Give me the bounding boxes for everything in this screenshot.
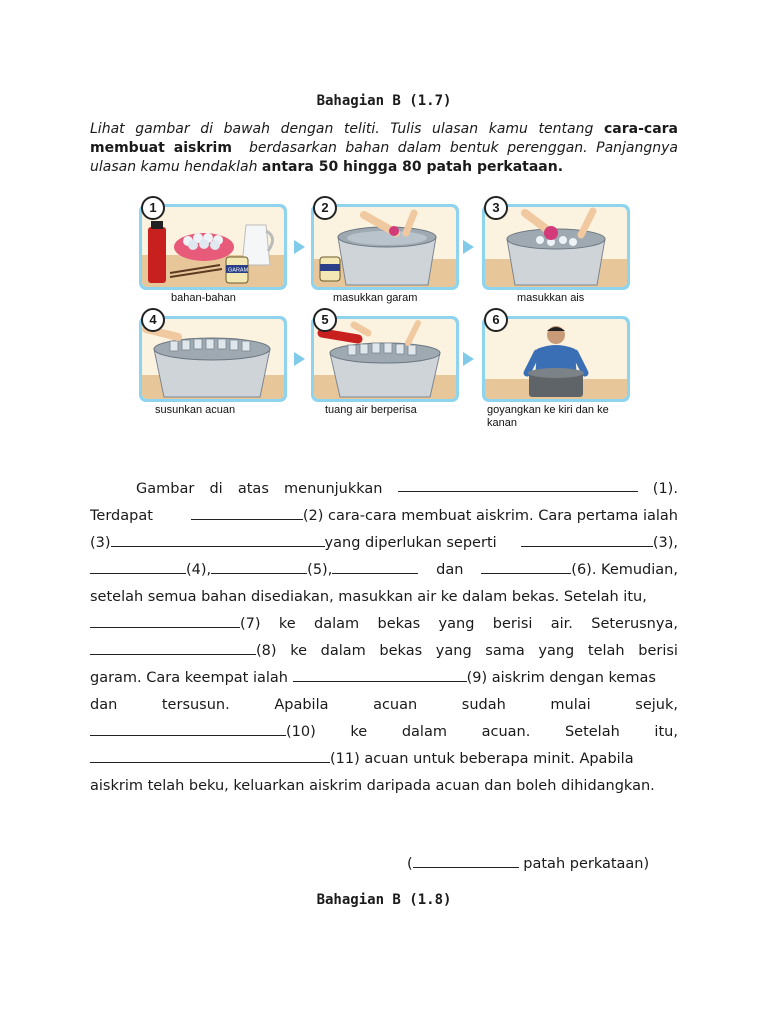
caption-5: tuang air berperisa	[325, 404, 417, 416]
word: (10)	[286, 724, 316, 740]
word-count-blank[interactable]	[413, 852, 519, 868]
word: Apabila	[274, 697, 329, 713]
section-heading-1-7: Bahagian B (1.7)	[316, 93, 452, 109]
word: itu,	[654, 724, 678, 740]
word-count-open: (	[407, 856, 413, 872]
section-heading-1-8: Bahagian B (1.8)	[316, 892, 452, 908]
paragraph-line	[90, 665, 678, 692]
word: acuan.	[481, 724, 531, 740]
paragraph-line	[90, 746, 678, 773]
word: ke	[290, 643, 307, 659]
word: tersusun.	[161, 697, 230, 713]
word-count-line	[407, 852, 649, 872]
word: berisi	[492, 616, 533, 632]
word: yang	[435, 643, 472, 659]
word: bekas	[379, 643, 423, 659]
step-number-1: 1	[141, 196, 165, 220]
answer-blank-8[interactable]	[90, 639, 256, 655]
word: Terdapat	[90, 508, 153, 524]
word: ke	[350, 724, 368, 740]
word: (11) acuan untuk beberapa minit. Apabila	[330, 751, 634, 767]
pour-flavoured-water-illustration	[314, 319, 456, 399]
add-salt-illustration	[314, 207, 456, 287]
caption-3: masukkan ais	[517, 292, 585, 304]
answer-blank-11[interactable]	[90, 747, 330, 763]
word: di	[209, 481, 223, 497]
word: (5),	[307, 562, 333, 578]
word: atas	[237, 481, 269, 497]
answer-blank-6[interactable]	[481, 558, 571, 574]
panel-3	[482, 204, 630, 290]
arrange-moulds-illustration	[142, 319, 284, 399]
word: menunjukkan	[284, 481, 383, 497]
arrow-right-icon	[463, 352, 474, 366]
answer-blank-5[interactable]	[211, 558, 307, 574]
word: Setelah	[564, 724, 620, 740]
paragraph-line	[90, 557, 678, 584]
add-ice-illustration	[485, 207, 627, 287]
word: (6). Kemudian,	[571, 562, 678, 578]
word: Seterusnya,	[591, 616, 678, 632]
word: (8)	[256, 643, 277, 659]
panel-4	[139, 316, 287, 402]
paragraph-line	[90, 773, 678, 800]
word: (9) aiskrim dengan kemas	[466, 670, 656, 686]
step-number-3: 3	[484, 196, 508, 220]
word: yang	[538, 643, 575, 659]
shake-container-illustration	[485, 319, 627, 399]
word: setelah semua bahan disediakan, masukkan air ke dalam bekas. Setelah itu,	[90, 589, 647, 605]
word-count-label: patah perkataan)	[518, 856, 650, 872]
word: Gambar	[136, 481, 195, 497]
instruction-part: Lihat gambar di bawah dengan teliti. Tulis ulasan kamu tentang	[90, 121, 604, 137]
answer-blank-3b[interactable]	[521, 531, 653, 547]
step-number-5: 5	[313, 308, 337, 332]
word: (1).	[652, 481, 678, 497]
word: berisi	[638, 643, 678, 659]
step-number-2: 2	[313, 196, 337, 220]
word: mulai	[550, 697, 591, 713]
instruction-text	[90, 120, 678, 177]
step-number-6: 6	[484, 308, 508, 332]
word: dalam	[314, 616, 360, 632]
instruction-part: bahan dalam bentuk perenggan. Panjangnya ulasan kamu hendaklah	[90, 140, 678, 175]
answer-blank-4[interactable]	[90, 558, 186, 574]
word: air.	[550, 616, 573, 632]
word: yang diperlukan seperti	[324, 535, 497, 551]
instruction-bold-topic: cara-cara membuat aiskrim	[90, 121, 678, 156]
word: aiskrim telah beku, keluarkan aiskrim daripada acuan dan boleh dihidangkan.	[90, 778, 655, 794]
word: (4),	[186, 562, 212, 578]
answer-blank-3[interactable]	[111, 531, 325, 547]
paragraph-line	[90, 530, 678, 557]
paragraph-line	[90, 692, 678, 719]
word: telah	[587, 643, 625, 659]
paragraph-line	[90, 476, 678, 503]
instruction-part: berdasarkan	[248, 140, 346, 156]
paragraph-line	[90, 503, 678, 530]
answer-blank-10[interactable]	[90, 720, 286, 736]
panel-6	[482, 316, 630, 402]
word: garam. Cara keempat ialah	[90, 670, 288, 686]
arrow-right-icon	[294, 240, 305, 254]
ice-cream-steps-figure	[135, 192, 635, 432]
panel-5	[311, 316, 459, 402]
answer-blank-7[interactable]	[90, 612, 240, 628]
ingredients-illustration	[142, 207, 284, 287]
caption-4: susunkan acuan	[155, 404, 236, 416]
paragraph-line	[90, 611, 678, 638]
instruction-bold-length: antara 50 hingga 80 patah perkataan.	[261, 159, 564, 175]
garam-jar-label: GARAM	[228, 267, 249, 274]
word: sama	[485, 643, 525, 659]
word: dalam	[320, 643, 366, 659]
word: dan	[90, 697, 118, 713]
word: ke	[278, 616, 296, 632]
paragraph-line	[90, 719, 678, 746]
caption-2: masukkan garam	[333, 292, 418, 304]
word: (7)	[240, 616, 261, 632]
answer-blank-1[interactable]	[398, 476, 638, 492]
fill-in-paragraph	[90, 476, 678, 800]
word: sejuk,	[635, 697, 678, 713]
word: (2) cara-cara membuat aiskrim. Cara pertama ialah	[302, 508, 678, 524]
answer-blank-5b[interactable]	[332, 558, 418, 574]
paragraph-line	[90, 638, 678, 665]
word: acuan	[373, 697, 418, 713]
word: dan	[436, 562, 464, 578]
arrow-right-icon	[294, 352, 305, 366]
panel-2	[311, 204, 459, 290]
panel-1	[139, 204, 287, 290]
caption-1: bahan-bahan	[171, 292, 236, 304]
word: yang	[438, 616, 475, 632]
word: sudah	[461, 697, 506, 713]
word: dalam	[401, 724, 447, 740]
paragraph-line	[90, 584, 678, 611]
answer-blank-2[interactable]	[191, 504, 303, 520]
answer-blank-9[interactable]	[293, 666, 467, 682]
word: (3),	[652, 535, 678, 551]
caption-6: goyangkan ke kiri dan ke kanan	[487, 404, 609, 429]
word: (3)	[90, 535, 111, 551]
step-number-4: 4	[141, 308, 165, 332]
word: bekas	[377, 616, 421, 632]
arrow-right-icon	[463, 240, 474, 254]
